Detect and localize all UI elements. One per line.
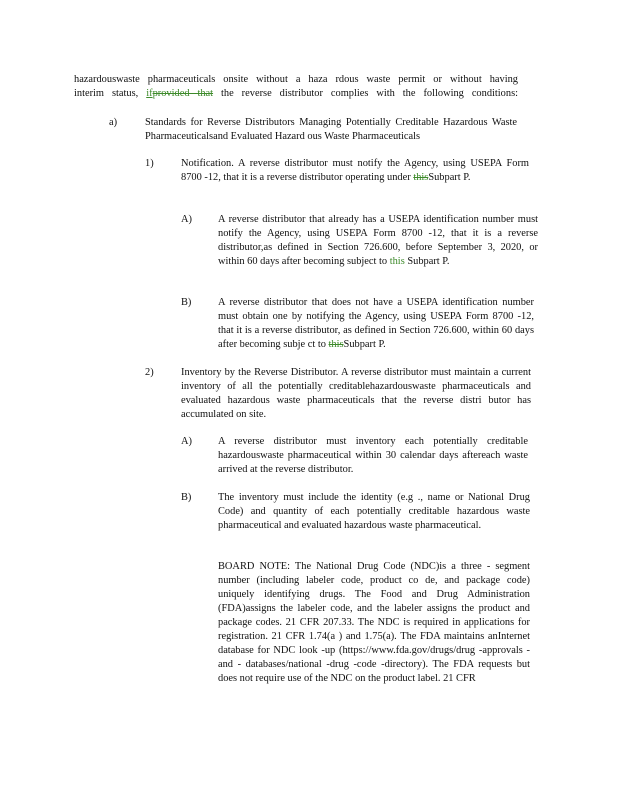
section-a-heading — [145, 116, 517, 144]
board-note-text: BOARD NOTE: The National Drug Code (NDC)is a three - segment number (including labeler code, product co de, and package code) uniquely identifying drugs. The Food and Drug Administration (FDA)assigns the labeler code, and the labeler assigns the product and package codes. 21 CFR 207.33. The NDC is required in applications for registration. 21 CFR 1.74(a ) and 1.75(a). The FDA maintains anInternet database for NDC look -up (https://www.fda.gov/drugs/drug -approvals -and - databases/national -drug -code -directory). The FDA requests but does not require use of the NDC on the product label. 21 CFR — [218, 561, 530, 684]
item-1b-paragraph — [218, 296, 534, 352]
item-1-label: 1) — [145, 158, 154, 169]
item-1b-text-end: Subpart P. — [343, 339, 386, 350]
item-2-text: Inventory by the Reverse Distributor. A reverse distributor must maintain a current inventory of all the potentially creditablehazardouswaste pharmaceuticals and evaluated hazardous waste pharmaceuticals that the reverse distri butor has accumulated on site. — [181, 367, 531, 420]
inserted-text: this — [389, 256, 405, 267]
item-2b-paragraph — [218, 491, 530, 533]
item-2a-label: A) — [181, 436, 192, 447]
item-2b-label: B) — [181, 492, 192, 503]
intro-line-1-text: hazardouswaste pharmaceuticals onsite without a haza rdous waste permit or without having — [74, 74, 518, 85]
item-1a-text-end: Subpart P. — [407, 256, 450, 267]
item-1a-text: A reverse distributor that already has a USEPA identification number must notify the Agency, using USEPA Form 8700 -12, that it is a reverse distributor,as defined in Section 726.600, before September 3, 2020, or within 60 days after becoming subject to — [218, 214, 538, 267]
item-1b-text: A reverse distributor that does not have a USEPA identification number must obtain one by notifying the Agency, using USEPA Form 8700 -12, that it is a reverse distributor, as defined in Section 726.600, within 60 days after becoming subje ct to — [218, 297, 534, 350]
intro-line-2 — [74, 87, 518, 101]
item-1a-content — [218, 213, 538, 269]
item-2-paragraph — [181, 366, 531, 422]
item-1-content — [181, 157, 529, 185]
item-2a-text: A reverse distributor must inventory each potentially creditable hazardouswaste pharmaceutical within 30 calendar days aftereach waste arrived at the reverse distributor. — [218, 436, 528, 475]
deleted-text: this — [413, 172, 429, 183]
item-2a-paragraph — [218, 435, 528, 477]
item-1a-paragraph — [218, 213, 538, 269]
item-2b-text: The inventory must include the identity (e.g ., name or National Drug Code) and quantity of each potentially creditable hazardous waste pharmaceutical and evaluated hazardous waste pharmaceutical. — [218, 492, 530, 531]
deleted-text: provided that — [152, 88, 214, 99]
inserted-text: if — [146, 88, 153, 99]
board-note — [218, 560, 530, 686]
item-1-paragraph — [181, 157, 529, 185]
item-1b-label: B) — [181, 297, 192, 308]
intro-line-1 — [74, 73, 518, 87]
intro-paragraph — [74, 73, 518, 101]
intro-line-2-end: the reverse distributor complies with the following conditions: — [221, 88, 518, 99]
section-a-label: a) — [109, 117, 118, 128]
deleted-text: this — [328, 339, 344, 350]
item-1-text-end: Subpart P. — [428, 172, 471, 183]
intro-line-2-start: interim status, — [74, 88, 139, 99]
section-a-text: Standards for Reverse Distributors Managing Potentially Creditable Hazardous Waste Pharmaceuticalsand Evaluated Hazard ous Waste Pharmaceuticals — [145, 117, 517, 142]
item-1a-label: A) — [181, 214, 192, 225]
item-1-text: Notification. A reverse distributor must notify the Agency, using USEPA Form 8700 -12, that it is a reverse distributor operating under — [181, 158, 529, 183]
item-1b-content — [218, 296, 534, 352]
item-2-label: 2) — [145, 367, 154, 378]
